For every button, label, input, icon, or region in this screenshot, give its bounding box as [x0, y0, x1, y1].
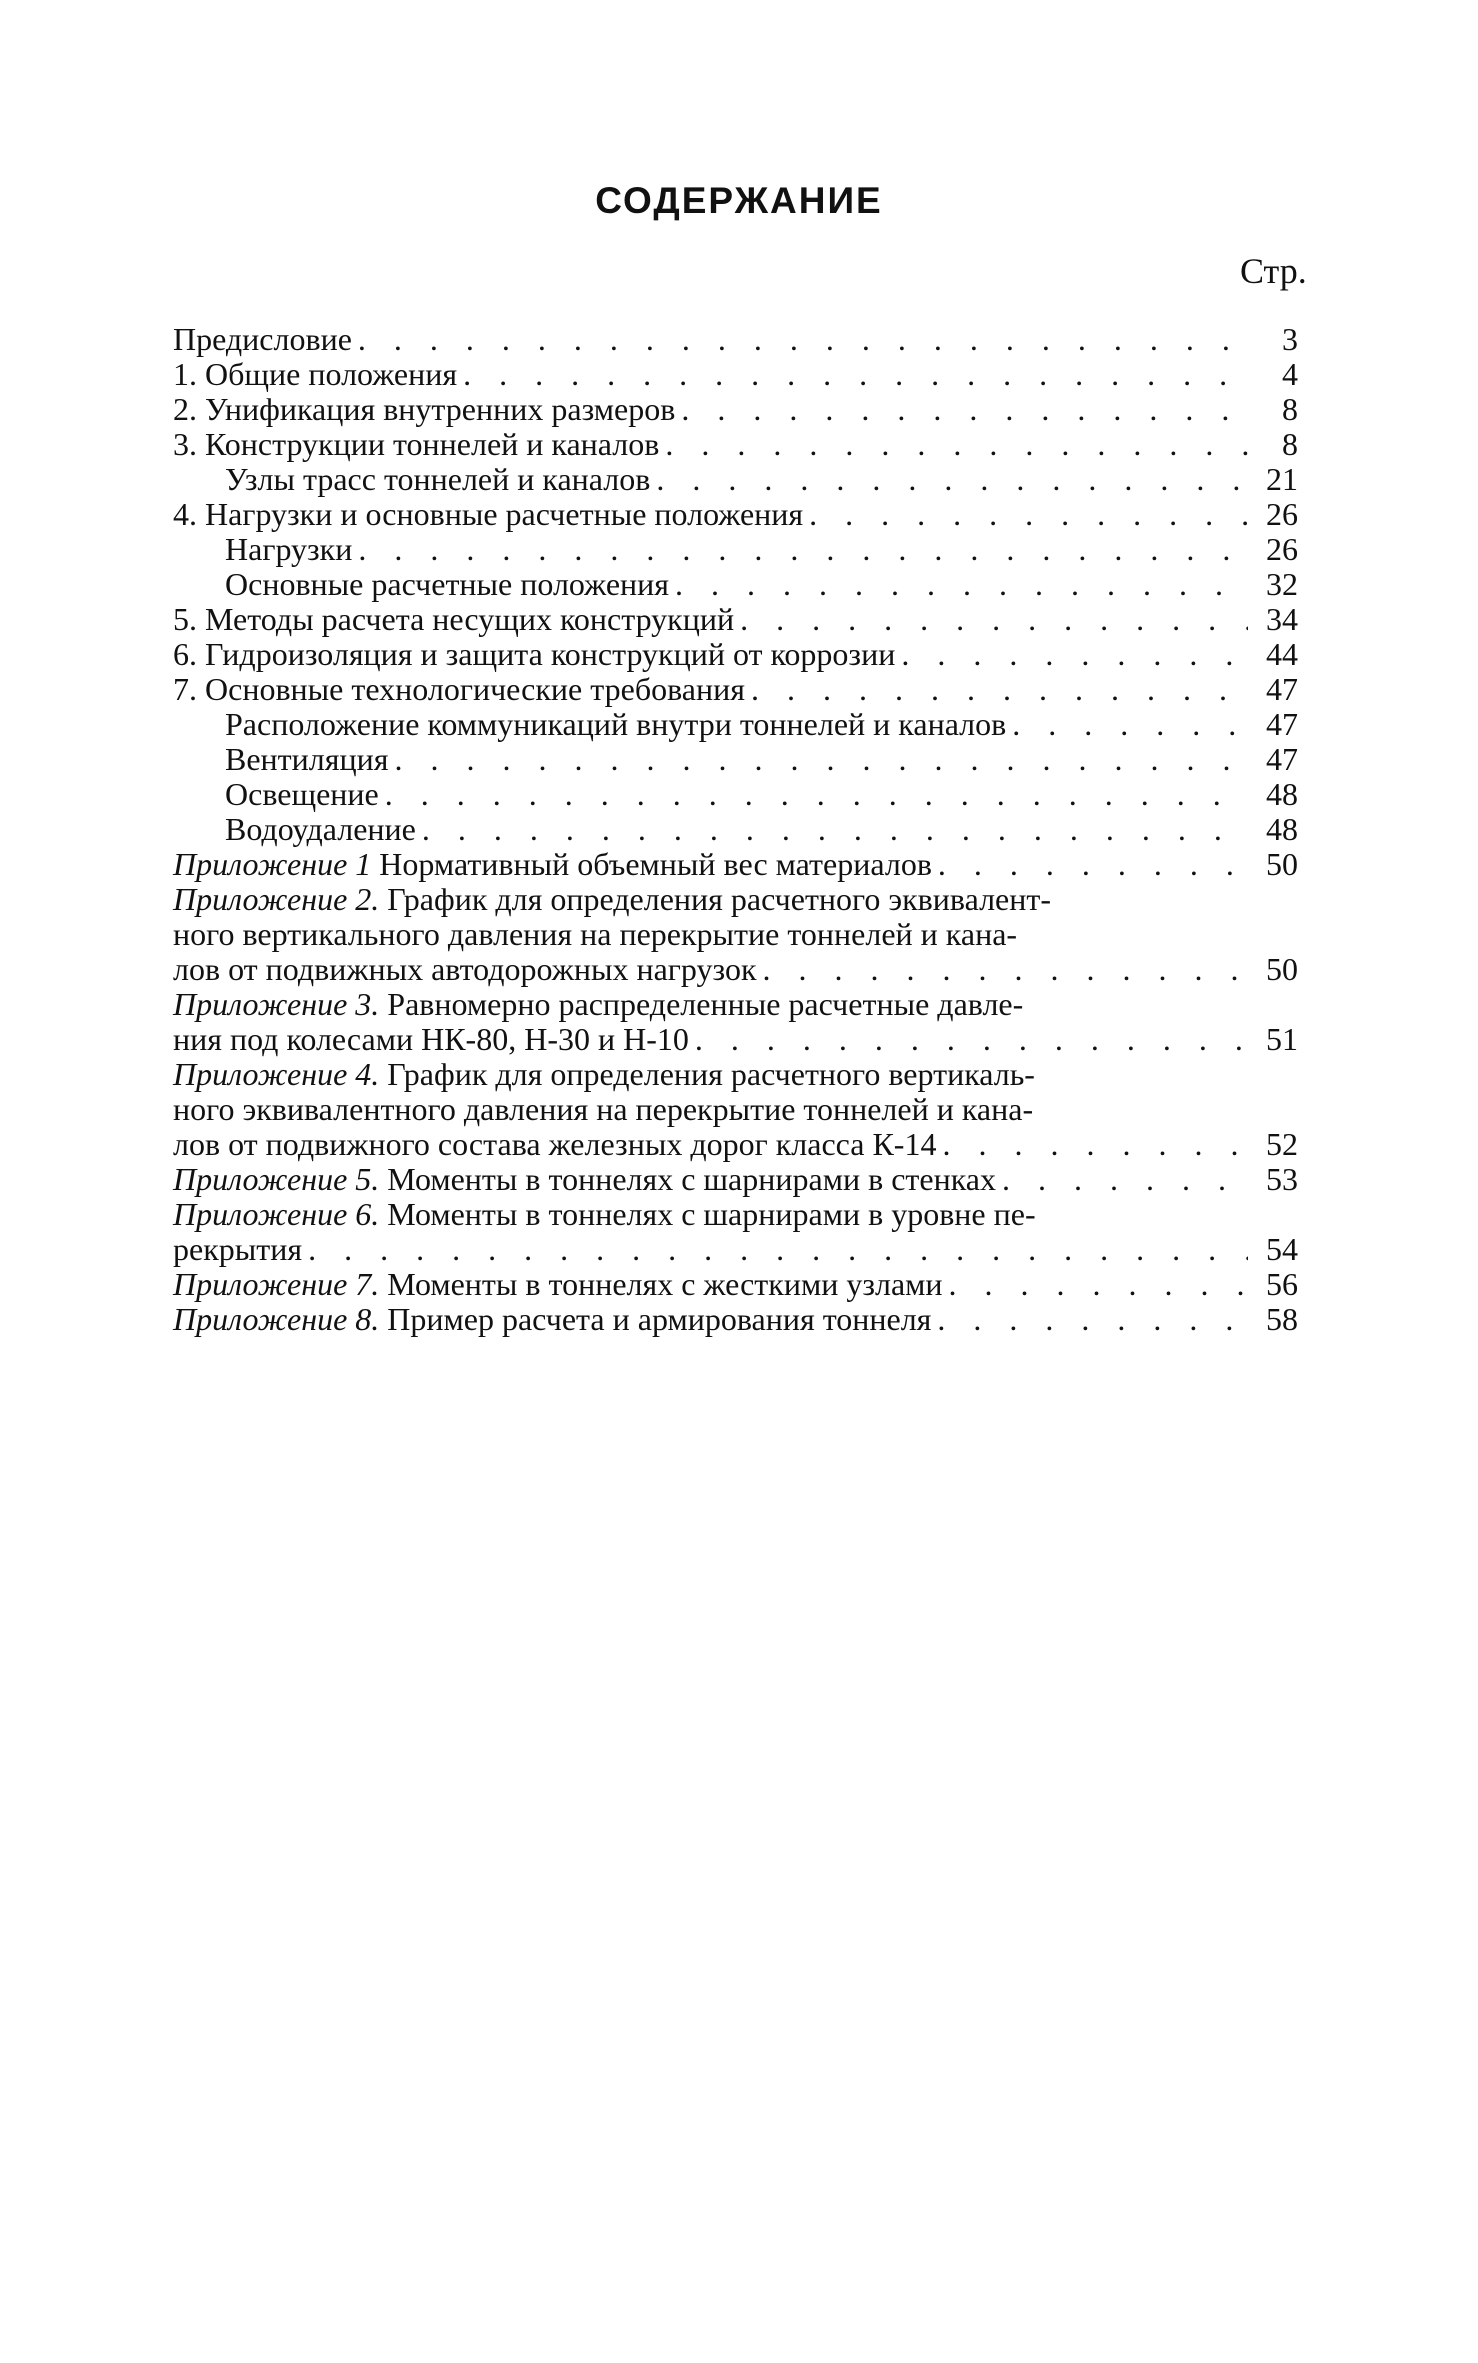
page-number: 47 [1266, 706, 1298, 742]
appendix-entry-line[interactable]: Приложение 4. График для определения расчетного вертикаль- [173, 1056, 1035, 1092]
toc-entry[interactable]: Предисловие . . . 3 [173, 322, 1298, 357]
appendix-entry-line[interactable]: лов от подвижных автодорожных нагрузок . . . 50 [173, 952, 1298, 987]
appendix-entry[interactable]: Приложение 7. Моменты в тоннелях с жесткими узлами . . . 56 [173, 1267, 1298, 1302]
toc-subentry[interactable]: Основные расчетные положения . . . 32 [173, 567, 1298, 602]
page-number: 44 [1266, 636, 1298, 672]
appendix-label: Приложение 7. [173, 1266, 380, 1302]
page-number: 51 [1266, 1021, 1298, 1057]
appendix-label: Приложение 2. [173, 881, 380, 917]
appendix-entry-line[interactable]: лов от подвижного состава железных дорог класса К-14 . . . 52 [173, 1127, 1298, 1162]
toc-subentry[interactable]: Расположение коммуникаций внутри тоннелей и каналов . . . 47 [173, 707, 1298, 742]
page-number: 47 [1266, 741, 1298, 777]
appendix-label: Приложение 6. [173, 1196, 380, 1232]
page-number: 56 [1266, 1266, 1298, 1302]
page-title: СОДЕРЖАНИЕ [595, 180, 883, 221]
appendix-entry-line[interactable]: Приложение 3. Равномерно распределенные расчетные давле- [173, 986, 1024, 1022]
appendix-entry[interactable]: Приложение 1 Нормативный объемный вес материалов . . . 50 [173, 847, 1298, 882]
appendix-label: Приложение 8. [173, 1301, 380, 1337]
page-number: 21 [1266, 461, 1298, 497]
appendix-entry-line[interactable]: Приложение 6. Моменты в тоннелях с шарнирами в уровне пе- [173, 1196, 1036, 1232]
page-number: 26 [1266, 496, 1298, 532]
toc-entry[interactable]: 2. Унификация внутренних размеров . . . 8 [173, 392, 1298, 427]
toc-entry[interactable]: 3. Конструкции тоннелей и каналов . . . 8 [173, 427, 1298, 462]
toc-subentry[interactable]: Освещение . . . 48 [173, 777, 1298, 812]
toc-entry[interactable]: 1. Общие положения . . . 4 [173, 357, 1298, 392]
toc-subentry[interactable]: Нагрузки . . . 26 [173, 532, 1298, 567]
toc-entry[interactable]: 5. Методы расчета несущих конструкций . . . 34 [173, 602, 1298, 637]
appendix-entry-line[interactable]: ния под колесами НК-80, Н-30 и Н-10 . . . 51 [173, 1022, 1298, 1057]
toc-subentry[interactable]: Водоудаление . . . 48 [173, 812, 1298, 847]
appendix-label: Приложение 1 [173, 846, 372, 882]
appendix-label: Приложение 3. [173, 986, 380, 1022]
page-number: 47 [1266, 671, 1298, 707]
page-number: 50 [1266, 951, 1298, 987]
page-number: 32 [1266, 566, 1298, 602]
page-number: 4 [1282, 356, 1298, 392]
toc-entry[interactable]: 6. Гидроизоляция и защита конструкций от коррозии . . . 44 [173, 637, 1298, 672]
appendix-entry[interactable]: Приложение 8. Пример расчета и армирования тоннеля . . . 58 [173, 1302, 1298, 1337]
appendix-label: Приложение 5. [173, 1161, 380, 1197]
page-number: 8 [1282, 391, 1298, 427]
page-number: 3 [1282, 321, 1298, 357]
page-column-label: Стр. [1240, 251, 1307, 291]
page-number: 52 [1266, 1126, 1298, 1162]
page-number: 54 [1266, 1231, 1298, 1267]
toc-subentry[interactable]: Узлы трасс тоннелей и каналов . . . 21 [173, 462, 1298, 497]
appendix-entry[interactable]: Приложение 5. Моменты в тоннелях с шарнирами в стенках . . . 53 [173, 1162, 1298, 1197]
toc-subentry[interactable]: Вентиляция . . . 47 [173, 742, 1298, 777]
table-of-contents [173, 322, 1298, 1337]
appendix-entry-line[interactable]: Приложение 2. График для определения расчетного эквивалент- [173, 881, 1051, 917]
page-number: 26 [1266, 531, 1298, 567]
page-number: 48 [1266, 776, 1298, 812]
toc-entry[interactable]: 4. Нагрузки и основные расчетные положения . . . 26 [173, 497, 1298, 532]
appendix-entry-line[interactable]: ного эквивалентного давления на перекрытие тоннелей и кана- [173, 1091, 1034, 1127]
toc-entry[interactable]: 7. Основные технологические требования . . . 47 [173, 672, 1298, 707]
page-number: 48 [1266, 811, 1298, 847]
appendix-entry-line[interactable]: ного вертикального давления на перекрытие тоннелей и кана- [173, 916, 1018, 952]
page-number: 53 [1266, 1161, 1298, 1197]
appendix-label: Приложение 4. [173, 1056, 380, 1092]
page-number: 58 [1266, 1301, 1298, 1337]
page-number: 34 [1266, 601, 1298, 637]
page-number: 8 [1282, 426, 1298, 462]
page-number: 50 [1266, 846, 1298, 882]
appendix-entry-line[interactable]: рекрытия . . . 54 [173, 1232, 1298, 1267]
